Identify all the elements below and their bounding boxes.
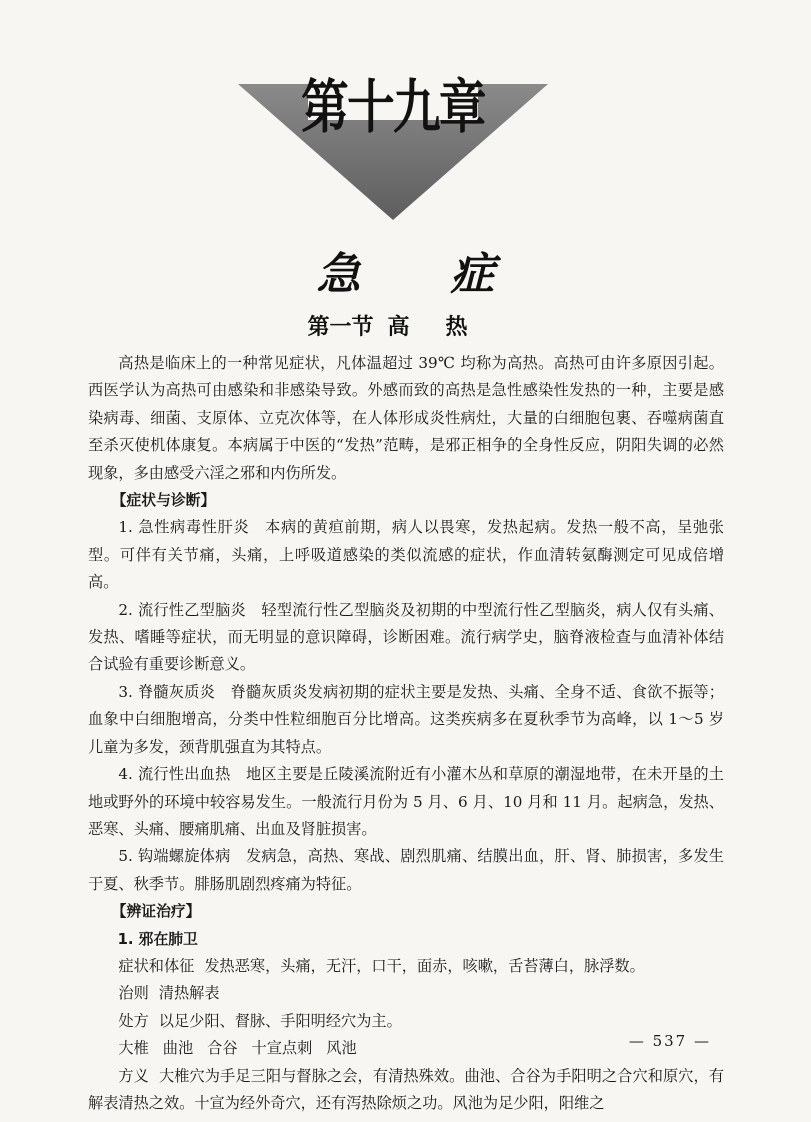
- acupoint: 风池: [326, 1039, 357, 1058]
- symptom-item: 4. 流行性出血热 地区主要是丘陵溪流附近有小灌木丛和草原的潮湿地带，在未开垦的土地或野外的环境中较容易发生。一般流行月份为 5 月、6 月、10 月和 11 月。起病急，发热、恶寒、头痛、腰痛肌痛、出血及肾脏损害。: [88, 765, 724, 838]
- acupoint: 曲池: [162, 1039, 194, 1058]
- page-number: — 537 —: [628, 1032, 711, 1050]
- principle-label: 治则: [118, 984, 149, 1003]
- rationale-line: [88, 1063, 724, 1118]
- prescription-label: 处方: [118, 1011, 149, 1030]
- section-title: [0, 310, 811, 341]
- rationale-label: 方义: [118, 1066, 149, 1085]
- acupoint: 十宣点刺: [251, 1039, 313, 1058]
- symptom-item: 5. 钩端螺旋体病 发病急，高热、寒战、剧烈肌痛、结膜出血，肝、肾、肺损害，多发生于夏、秋季节。腓肠肌剧烈疼痛为特征。: [88, 847, 724, 893]
- intro-paragraph: 高热是临床上的一种常见症状，凡体温超过 39℃ 均称为高热。高热可由许多原因引起。西医学认为高热可由感染和非感染导致。外感而致的高热是急性感染性发热的一种，主要是感染病毒、细菌、支原体、立克次体等，在人体形成炎性病灶，大量的白细胞包裹、吞噬病菌直至杀灭使机体康复。本病属于中医的“发热”范畴，是邪正相争的全身性反应，阴阳失调的必然现象，多由感受六淫之邪和内伤所发。: [88, 354, 724, 482]
- rationale-text: 大椎穴为手足三阳与督脉之会，有清热殊效。曲池、合谷为手阳明之合穴和原穴，有解表清热之效。十宣为经外奇穴，还有泻热除烦之功。风池为足少阳，阳维之: [88, 1066, 725, 1112]
- symptom-signs-line: [88, 953, 724, 980]
- symptom-item: 2. 流行性乙型脑炎 轻型流行性乙型脑炎及初期的中型流行性乙型脑炎，病人仅有头痛、发热、嗜睡等症状，而无明显的意识障碍，诊断困难。流行病学史，脑脊液检查与血清补体结合试验有重要诊断意义。: [88, 600, 724, 674]
- chapter-number: 第十九章: [301, 73, 485, 141]
- symptom-signs-text: 发热恶寒，头痛，无汗，口干，面赤，咳嗽，舌苔薄白，脉浮数。: [204, 956, 645, 975]
- symptoms-heading: 【症状与诊断】: [111, 492, 216, 510]
- acupoint: 大椎: [118, 1039, 149, 1058]
- principle-text: 清热解表: [158, 984, 220, 1003]
- pattern-heading: 1. 邪在肺卫: [117, 930, 198, 948]
- principle-line: [88, 980, 724, 1007]
- chapter-name: 急症: [316, 249, 585, 300]
- body-text: [88, 350, 724, 1117]
- symptom-signs-label: 症状和体征: [118, 956, 195, 975]
- section-name: 高热: [387, 314, 504, 340]
- section-number: 第一节: [307, 314, 374, 340]
- chapter-header: [238, 42, 548, 222]
- acupoint: 合谷: [207, 1039, 238, 1058]
- symptom-item: 3. 脊髓灰质炎 脊髓灰质炎发病初期的症状主要是发热、头痛、全身不适、食欲不振等；血象中白细胞增高，分类中性粒细胞百分比增高。这类疾病多在夏秋季节为高峰，以 1～5 岁儿童为多发，颈背肌强直为其特点。: [88, 682, 724, 756]
- treatment-heading: 【辨证治疗】: [111, 903, 201, 921]
- symptom-item: 1. 急性病毒性肝炎 本病的黄疸前期，病人以畏寒，发热起病。发热一般不高，呈弛张型。可伴有关节痛，头痛，上呼吸道感染的类似流感的症状，作血清转氨酶测定可见成倍增高。: [88, 518, 724, 592]
- prescription-text: 以足少阳、督脉、手阳明经穴为主。: [158, 1011, 402, 1030]
